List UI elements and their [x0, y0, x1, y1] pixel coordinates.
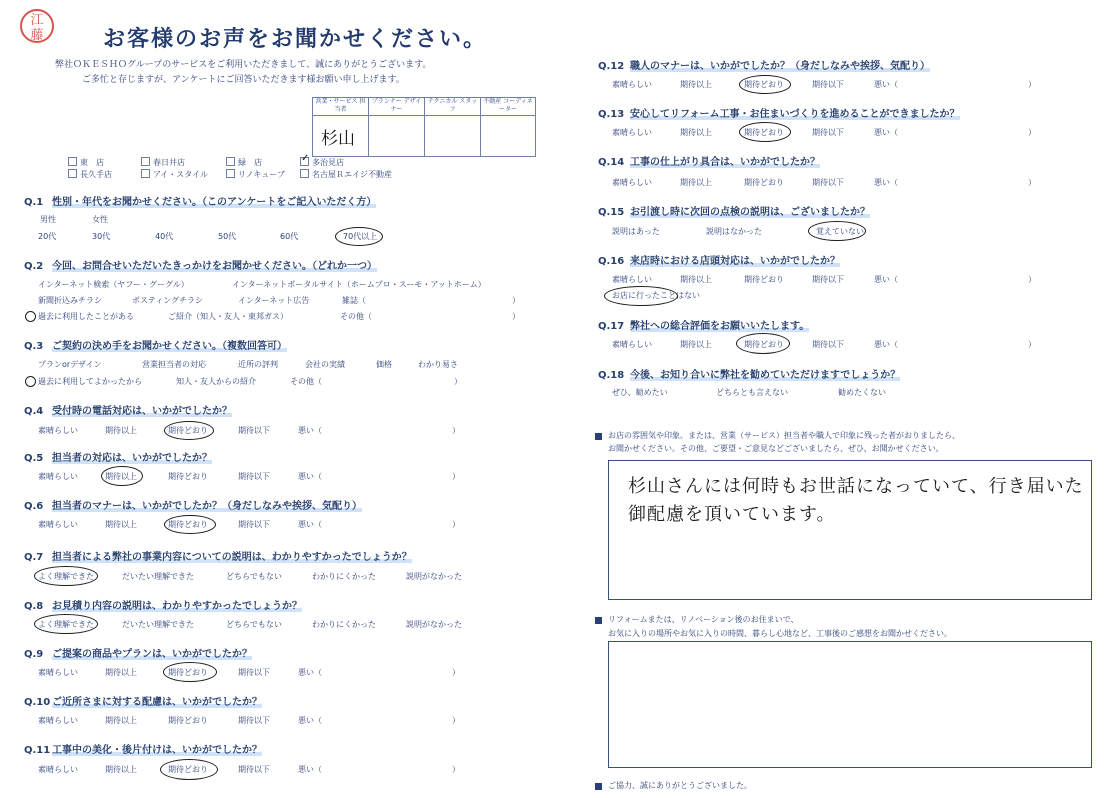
- q12-opt-as-expected[interactable]: 期待どおり: [744, 80, 784, 89]
- comment2-prompt-2: お気に入りの場所やお気に入りの時間、暮らし心地など、工事後のご感想をお聞かせください。: [608, 629, 952, 638]
- q9-opt-bad[interactable]: 悪い（: [298, 668, 322, 677]
- checkbox-icon: [68, 157, 77, 166]
- q10-title: Q.10 ご近所さまに対する配慮は、いかがでしたか？: [24, 697, 262, 708]
- sales-staff-name[interactable]: 杉山: [313, 116, 369, 156]
- q12-opt-above[interactable]: 期待以上: [680, 80, 712, 89]
- q2-title: Q.2 今回、お問合せいただいたきっかけをお聞かせください。（どれか一つ）: [24, 261, 377, 272]
- q6-opt-bad[interactable]: 悪い（: [298, 520, 322, 529]
- q1-title: Q.1 性別・年代をお聞かせください。（このアンケートをご記入いただく方）: [24, 197, 377, 208]
- q16-title: Q.16 来店時における店頭対応は、いかがでしたか？: [598, 256, 840, 267]
- q15-opt-explained[interactable]: 説明はあった: [612, 227, 660, 236]
- q6-opt-excellent[interactable]: 素晴らしい: [38, 520, 78, 529]
- store-label: 長久手店: [80, 170, 112, 179]
- q11-opt-excellent[interactable]: 素晴らしい: [38, 765, 78, 774]
- comment1-handwritten-line-2: 御配慮を頂いています。: [628, 504, 836, 525]
- q4-opt-excellent[interactable]: 素晴らしい: [38, 426, 78, 435]
- q6-selection-circle: [164, 515, 216, 534]
- q4-opt-as-expected[interactable]: 期待どおり: [168, 426, 208, 435]
- comment2-prompt-1: リフォームまたは、リノベーション後のお住まいで、: [608, 615, 799, 624]
- q12-opt-excellent[interactable]: 素晴らしい: [612, 80, 652, 89]
- q6-opt-above[interactable]: 期待以上: [105, 520, 137, 529]
- store-label: リノキューブ: [238, 170, 285, 179]
- q7-opt-neutral[interactable]: どちらでもない: [226, 572, 282, 581]
- q9-opt-above[interactable]: 期待以上: [105, 668, 137, 677]
- store-checkbox-kasugai[interactable]: [141, 157, 185, 168]
- q2-option-other[interactable]: その他（: [340, 312, 372, 321]
- q9-title: Q.9 ご提案の商品やプランは、いかがでしたか？: [24, 649, 252, 660]
- q15-opt-dont-remember[interactable]: 覚えていない: [816, 227, 864, 236]
- q2-option-search[interactable]: インターネット検索（ヤフー・グーグル）: [38, 280, 189, 289]
- q9-selection-circle: [163, 662, 217, 682]
- q12-opt-bad[interactable]: 悪い（: [874, 80, 898, 89]
- q4-opt-above[interactable]: 期待以上: [105, 426, 137, 435]
- q17-selection-circle: [736, 333, 790, 354]
- q3-option-past-good[interactable]: 過去に利用してよかったから: [38, 377, 142, 386]
- q2-option-past-use[interactable]: 過去に利用したことがある: [38, 312, 134, 321]
- q2-option-newspaper[interactable]: 新聞折込みチラシ: [38, 296, 102, 305]
- checkbox-icon: [141, 169, 150, 178]
- q1-age-60s[interactable]: 60代: [280, 232, 299, 241]
- q14-opt-excellent[interactable]: 素晴らしい: [612, 178, 652, 187]
- q10-opt-below[interactable]: 期待以下: [238, 716, 270, 725]
- q7-opt-unclear[interactable]: わかりにくかった: [312, 572, 376, 581]
- q3-option-price[interactable]: 価格: [376, 360, 392, 369]
- q8-opt-neutral[interactable]: どちらでもない: [226, 620, 282, 629]
- q17-bad-close: ）: [1028, 340, 1036, 349]
- q3-option-plan[interactable]: プランorデザイン: [38, 360, 102, 369]
- store-checkbox-istyle[interactable]: [141, 169, 208, 180]
- q15-opt-not-explained[interactable]: 説明はなかった: [706, 227, 762, 236]
- q7-opt-none[interactable]: 説明がなかった: [406, 572, 462, 581]
- q12-opt-below[interactable]: 期待以下: [812, 80, 844, 89]
- store-label: 名古屋Ｒエイジ不動産: [312, 170, 392, 179]
- technical-name-cell[interactable]: [425, 116, 481, 156]
- q6-title: Q.6 担当者のマナーは、いかがでしたか？（身だしなみや挨拶、気配り）: [24, 501, 362, 512]
- q2-option-posting[interactable]: ポスティングチラシ: [132, 296, 204, 305]
- store-label: アイ・スタイル: [153, 170, 209, 179]
- q17-opt-below[interactable]: 期待以下: [812, 340, 844, 349]
- q1-age-30s[interactable]: 30代: [92, 232, 111, 241]
- staff-header-sales: 営業・サービス 担当者: [313, 98, 369, 116]
- q14-opt-bad[interactable]: 悪い（: [874, 178, 898, 187]
- q9-bad-close: ）: [452, 668, 460, 677]
- q1-age-40s[interactable]: 40代: [155, 232, 174, 241]
- q13-opt-above[interactable]: 期待以上: [680, 128, 712, 137]
- q1-gender-male[interactable]: 男性: [40, 215, 56, 224]
- q5-opt-below[interactable]: 期待以下: [238, 472, 270, 481]
- q9-opt-below[interactable]: 期待以下: [238, 668, 270, 677]
- q11-title: Q.11 工事中の美化・後片付けは、いかがでしたか？: [24, 745, 262, 756]
- q14-bad-close: ）: [1028, 178, 1036, 187]
- q1-age-20s[interactable]: 20代: [38, 232, 57, 241]
- q10-opt-as-expected[interactable]: 期待どおり: [168, 716, 208, 725]
- q16-opt-as-expected[interactable]: 期待どおり: [744, 275, 784, 284]
- q5-opt-excellent[interactable]: 素晴らしい: [38, 472, 78, 481]
- q2-other-close: ）: [512, 312, 520, 321]
- comment2-bullet-icon: [595, 617, 602, 624]
- q3-other-close: ）: [454, 377, 462, 386]
- q18-opt-recommend[interactable]: ぜひ、勧めたい: [612, 388, 668, 397]
- q9-opt-excellent[interactable]: 素晴らしい: [38, 668, 78, 677]
- q5-opt-bad[interactable]: 悪い（: [298, 472, 322, 481]
- q3-selection-mark: [25, 376, 36, 387]
- comment1-prompt-2: お聞かせください。その他、ご要望・ご意見などございましたら、ぜひ、お聞かせください。: [608, 444, 944, 453]
- store-checkbox-tajimi[interactable]: [300, 153, 344, 168]
- store-checkbox-midori[interactable]: [226, 157, 262, 168]
- q14-opt-above[interactable]: 期待以上: [680, 178, 712, 187]
- q11-opt-as-expected[interactable]: 期待どおり: [168, 765, 208, 774]
- q5-opt-as-expected[interactable]: 期待どおり: [168, 472, 208, 481]
- q16-opt-below[interactable]: 期待以下: [812, 275, 844, 284]
- q17-opt-excellent[interactable]: 素晴らしい: [612, 340, 652, 349]
- store-checkbox-realestate[interactable]: [300, 169, 392, 180]
- q12-bad-close: ）: [1028, 80, 1036, 89]
- page-title: お客様のお声をお聞かせください。: [103, 27, 488, 52]
- q13-selection-circle: [739, 122, 791, 142]
- q2-magazine-close: ）: [512, 296, 520, 305]
- q6-opt-below[interactable]: 期待以下: [238, 520, 270, 529]
- q12-selection-circle: [739, 75, 791, 94]
- q16-bad-close: ）: [1028, 275, 1036, 284]
- q15-title: Q.15 お引渡し時に次回の点検の説明は、ございましたか？: [598, 207, 870, 218]
- q16-opt-never-visited[interactable]: お店に行ったことはない: [612, 291, 700, 300]
- checkbox-icon: [141, 157, 150, 166]
- q10-opt-excellent[interactable]: 素晴らしい: [38, 716, 78, 725]
- store-label: 春日井店: [153, 158, 185, 167]
- q5-opt-above[interactable]: 期待以上: [105, 472, 137, 481]
- store-label: 東 店: [80, 158, 104, 167]
- q17-opt-bad[interactable]: 悪い（: [874, 340, 898, 349]
- q7-opt-understood[interactable]: よく理解できた: [38, 572, 94, 581]
- staff-header-realestate: 不動産 コーディネーター: [481, 98, 535, 116]
- checked-checkbox-icon: ✓: [301, 153, 310, 164]
- comment2-textarea[interactable]: [608, 641, 1092, 768]
- q11-opt-bad[interactable]: 悪い（: [298, 765, 322, 774]
- intro-line-1: 弊社ＯＫＥＳＨＯグループのサービスをご利用いただきまして、誠にありがとうございます。: [55, 60, 432, 70]
- checkbox-icon: [226, 157, 235, 166]
- q3-option-friend-referral[interactable]: 知人・友人からの紹介: [176, 377, 256, 386]
- q3-option-staff[interactable]: 営業担当者の対応: [142, 360, 206, 369]
- q3-title: Q.3 ご契約の決め手をお聞かせください。（複数回答可）: [24, 341, 287, 352]
- q8-title: Q.8 お見積り内容の説明は、わかりやすかったでしょうか？: [24, 601, 302, 612]
- q16-opt-excellent[interactable]: 素晴らしい: [612, 275, 652, 284]
- q8-selection-circle: [34, 614, 98, 634]
- q7-title: Q.7 担当者による弊社の事業内容についての説明は、わかりやすかったでしょうか？: [24, 552, 412, 563]
- q1-age-70s-plus[interactable]: 70代以上: [343, 232, 378, 241]
- q4-selection-circle: [164, 421, 214, 440]
- q17-opt-as-expected[interactable]: 期待どおり: [744, 340, 784, 349]
- q5-selection-circle: [101, 466, 143, 486]
- realestate-name-cell[interactable]: [481, 116, 535, 156]
- q1-gender-female[interactable]: 女性: [92, 215, 108, 224]
- company-seal: [20, 9, 54, 43]
- q3-option-other[interactable]: その他（: [290, 377, 322, 386]
- q4-title: Q.4 受付時の電話対応は、いかがでしたか？: [24, 406, 232, 417]
- store-label: 多治見店: [312, 158, 344, 167]
- comment1-handwritten-line-1: 杉山さんには何時もお世話になっていて、行き届いた: [628, 476, 1084, 497]
- seal-text: 江藤: [30, 13, 44, 43]
- q1-selection-circle: [335, 227, 383, 246]
- q13-opt-below[interactable]: 期待以下: [812, 128, 844, 137]
- q15-selection-circle: [808, 221, 866, 241]
- q8-opt-unclear[interactable]: わかりにくかった: [312, 620, 376, 629]
- q10-bad-close: ）: [452, 716, 460, 725]
- staff-header-planner: プランナー デザイナー: [369, 98, 425, 116]
- q6-opt-as-expected[interactable]: 期待どおり: [168, 520, 208, 529]
- q14-opt-as-expected[interactable]: 期待どおり: [744, 178, 784, 187]
- store-checkbox-renocube[interactable]: [226, 169, 285, 180]
- q11-selection-circle: [160, 759, 218, 780]
- q11-opt-below[interactable]: 期待以下: [238, 765, 270, 774]
- q8-opt-mostly[interactable]: だいたい理解できた: [122, 620, 194, 629]
- staff-header-technical: テクニカル スタッフ: [425, 98, 481, 116]
- q6-bad-close: ）: [452, 520, 460, 529]
- q8-opt-none[interactable]: 説明がなかった: [406, 620, 462, 629]
- q13-bad-close: ）: [1028, 128, 1036, 137]
- q10-opt-above[interactable]: 期待以上: [105, 716, 137, 725]
- comment1-prompt-1: お店の雰囲気や印象。または、営業（サービス）担当者や職人で印象に残った者がおりましたら、: [608, 431, 960, 440]
- q13-opt-excellent[interactable]: 素晴らしい: [612, 128, 652, 137]
- q18-opt-neutral[interactable]: どちらとも言えない: [716, 388, 788, 397]
- q16-opt-bad[interactable]: 悪い（: [874, 275, 898, 284]
- q11-bad-close: ）: [452, 765, 460, 774]
- q11-opt-above[interactable]: 期待以上: [105, 765, 137, 774]
- q4-opt-below[interactable]: 期待以下: [238, 426, 270, 435]
- q3-option-clarity[interactable]: わかり易さ: [418, 360, 458, 369]
- comment1-bullet-icon: [595, 433, 602, 440]
- store-checkbox-higashi[interactable]: [68, 157, 104, 168]
- q18-title: Q.18 今後、お知り合いに弊社を勧めていただけますでしょうか？: [598, 370, 901, 381]
- q7-selection-circle: [34, 566, 98, 586]
- q13-title: Q.13 安心してリフォーム工事・お住まいづくりを進めることができましたか？: [598, 109, 960, 120]
- q2-option-web-ad[interactable]: インターネット広告: [238, 296, 310, 305]
- q2-option-magazine[interactable]: 雑誌（: [342, 296, 366, 305]
- checkbox-icon: [300, 169, 309, 178]
- q4-bad-close: ）: [452, 426, 460, 435]
- intro-line-2: ご多忙と存じますが、アンケートにご回答いただきます様お願い申し上げます。: [82, 75, 405, 85]
- checkbox-icon: [68, 169, 77, 178]
- checkbox-icon: [226, 169, 235, 178]
- q2-option-referral[interactable]: ご紹介（知人・友人・東邦ガス）: [168, 312, 288, 321]
- footer-bullet-icon: [595, 783, 602, 790]
- q2-selection-mark: [25, 311, 36, 322]
- q14-opt-below[interactable]: 期待以下: [812, 178, 844, 187]
- q8-opt-understood[interactable]: よく理解できた: [38, 620, 94, 629]
- q12-title: Q.12 職人のマナーは、いかがでしたか？（身だしなみや挨拶、気配り）: [598, 61, 930, 72]
- q5-bad-close: ）: [452, 472, 460, 481]
- q3-option-reputation[interactable]: 近所の評判: [238, 360, 278, 369]
- q1-age-50s[interactable]: 50代: [218, 232, 237, 241]
- q3-option-track-record[interactable]: 会社の実績: [305, 360, 345, 369]
- q16-selection-circle: [604, 286, 678, 306]
- footer-thanks: ご協力、誠にありがとうございました。: [608, 781, 752, 790]
- q10-opt-bad[interactable]: 悪い（: [298, 716, 322, 725]
- planner-name-cell[interactable]: [369, 116, 425, 156]
- q7-opt-mostly[interactable]: だいたい理解できた: [122, 572, 194, 581]
- q14-title: Q.14 工事の仕上がり具合は、いかがでしたか？: [598, 157, 820, 168]
- q18-opt-not-recommend[interactable]: 勧めたくない: [838, 388, 886, 397]
- staff-table: [312, 97, 536, 157]
- store-checkbox-nagakute[interactable]: [68, 169, 112, 180]
- q17-opt-above[interactable]: 期待以上: [680, 340, 712, 349]
- q13-opt-bad[interactable]: 悪い（: [874, 128, 898, 137]
- q2-option-portal[interactable]: インターネットポータルサイト（ホームプロ・スーモ・アットホーム）: [232, 280, 486, 289]
- q4-opt-bad[interactable]: 悪い（: [298, 426, 322, 435]
- q13-opt-as-expected[interactable]: 期待どおり: [744, 128, 784, 137]
- q5-title: Q.5 担当者の対応は、いかがでしたか？: [24, 453, 212, 464]
- q17-title: Q.17 弊社への総合評価をお願いいたします。: [598, 321, 810, 332]
- store-label: 緑 店: [238, 158, 262, 167]
- q16-opt-above[interactable]: 期待以上: [680, 275, 712, 284]
- q9-opt-as-expected[interactable]: 期待どおり: [168, 668, 208, 677]
